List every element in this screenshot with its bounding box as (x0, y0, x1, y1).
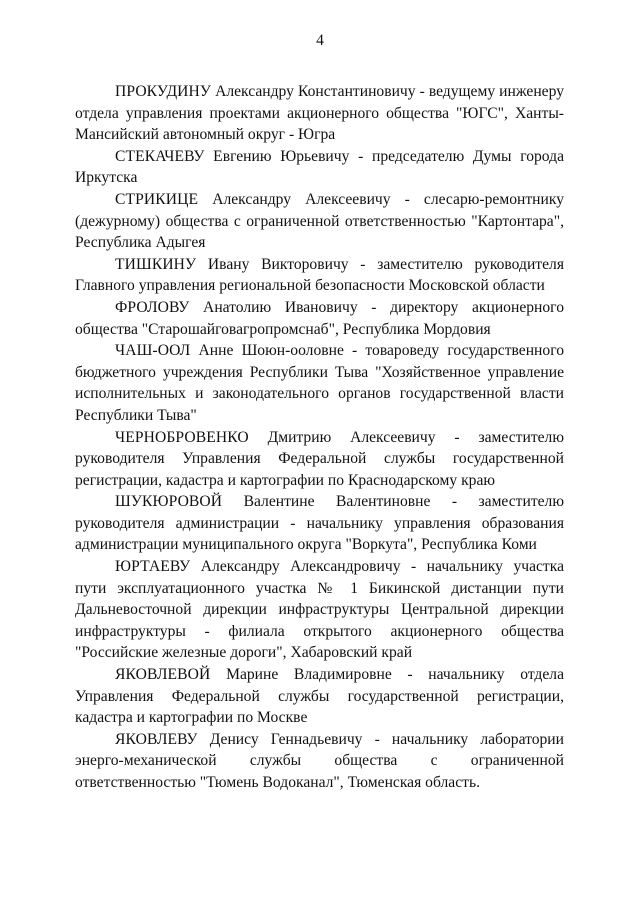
recipient-surname: ТИШКИНУ (115, 255, 197, 273)
recipient-surname: ПРОКУДИНУ (115, 83, 212, 100)
award-list (75, 81, 564, 794)
recipient-details: Александру Константиновичу - ведущему инженеру отдела управления проектами акционерного общества "ЮГС", Ханты-Мансийский автономный округ - Югра (75, 83, 564, 144)
list-item (75, 254, 564, 297)
recipient-details: Дмитрию Алексеевичу - заместителю руководителя Управления Федеральной службы государственной регистрации, кадастра и картографии по Краснодарскому краю (75, 428, 564, 489)
recipient-surname: ЯКОВЛЕВУ (115, 730, 198, 748)
list-item (75, 427, 564, 492)
list-item (75, 297, 564, 340)
recipient-details: Евгению Юрьевичу - председателю Думы города Иркутска (75, 147, 564, 187)
recipient-details: Александру Александровичу - начальнику участка пути эксплуатационного участка № 1 Бикинской дистанции пути Дальневосточной дирекции инфраструктуры Центральной дирекции инфраструктуры - филиала открытого акционерного общества "Российские железные дороги", Хабаровский край (75, 558, 564, 662)
recipient-surname: ЯКОВЛЕВОЙ (115, 666, 211, 684)
list-item (75, 81, 564, 146)
recipient-surname: СТРИКИЦЕ (115, 190, 199, 208)
recipient-surname: ЧЕРНОБРОВЕНКО (115, 428, 249, 446)
recipient-details: Ивану Викторовичу - заместителю руководителя Главного управления региональной безопасности Московской области (75, 255, 564, 295)
recipient-details: Анне Шоюн-ооловне - товароведу государственного бюджетного учреждения Республики Тыва "Хозяйственное управление исполнительных и законодательного органов государственной власти Республики Тыва" (75, 342, 564, 424)
list-item (75, 729, 564, 794)
recipient-surname: ШУКЮРОВОЙ (115, 493, 223, 511)
page-number: 4 (316, 32, 324, 49)
list-item (75, 146, 564, 189)
list-item (75, 556, 564, 664)
recipient-details: Александру Алексеевичу - слесарю-ремонтнику (дежурному) общества с ограниченной ответственностью "Картонтара", Республика Адыгея (75, 190, 564, 252)
recipient-details: Марине Владимировне - начальнику отдела Управления Федеральной службы государственной регистрации, кадастра и картографии по Москве (75, 666, 564, 727)
recipient-surname: ЧАШ-ООЛ (115, 342, 191, 360)
recipient-surname: СТЕКАЧЕВУ (115, 147, 205, 165)
list-item (75, 189, 564, 254)
recipient-surname: ФРОЛОВУ (115, 298, 190, 316)
recipient-details: Валентине Валентиновне - заместителю руководителя администрации - начальнику управления образования администрации муниципального округа "Воркута", Республика Коми (75, 493, 564, 554)
list-item (75, 491, 564, 556)
recipient-details: Денису Геннадьевичу - начальнику лаборатории энерго-механической службы общества с ограниченной ответственностью "Тюмень Водоканал", Тюменская область. (75, 730, 564, 791)
recipient-surname: ЮРТАЕВУ (115, 558, 191, 576)
list-item (75, 340, 564, 426)
list-item (75, 664, 564, 729)
recipient-details: Анатолию Ивановичу - директору акционерного общества "Старошайговагропромснаб", Республика Мордовия (75, 298, 564, 338)
